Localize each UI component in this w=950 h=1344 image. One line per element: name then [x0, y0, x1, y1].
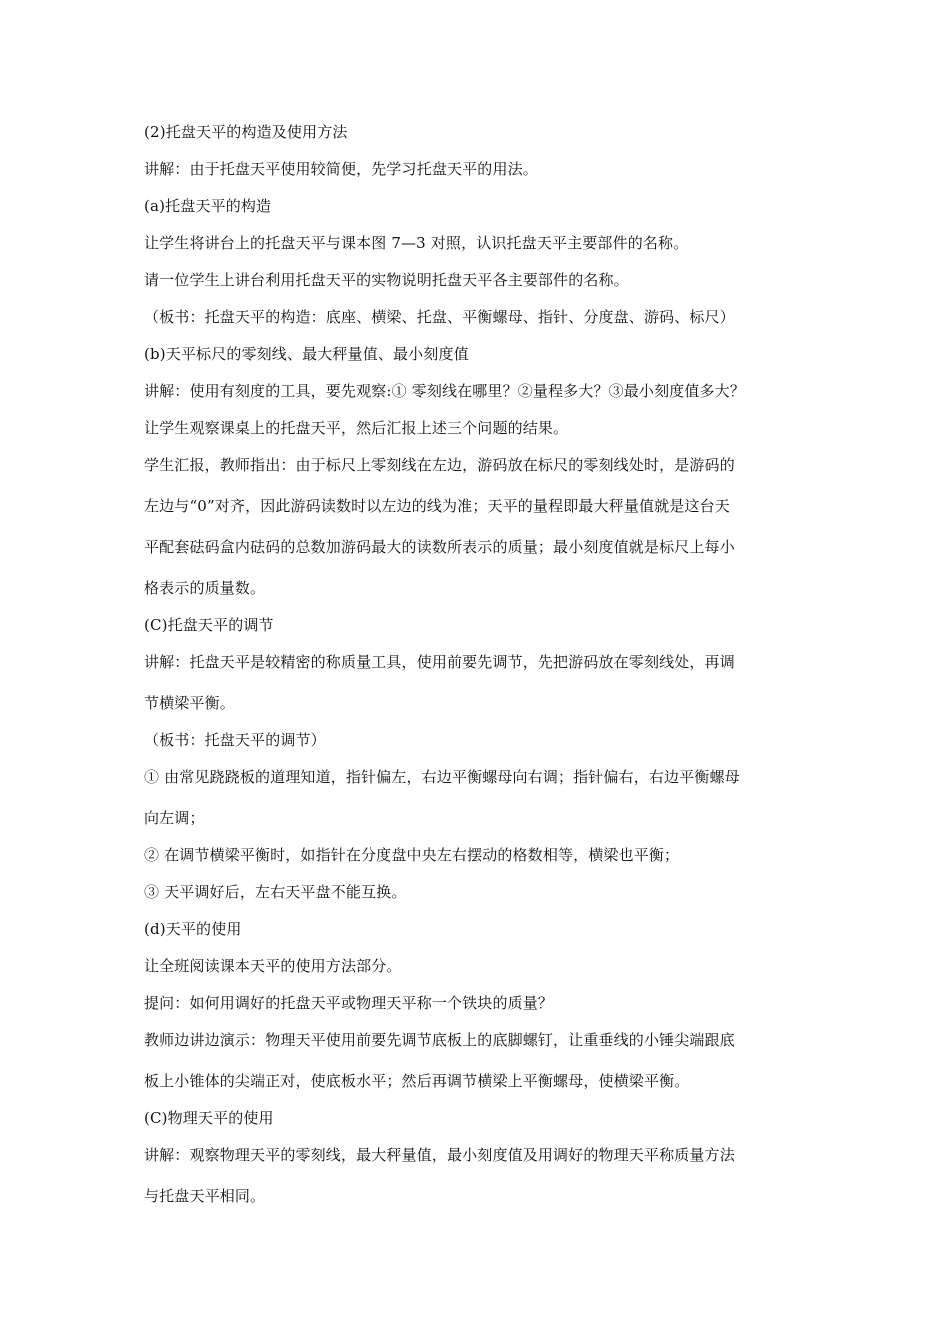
text-line: (a)托盘天平的构造 [144, 197, 272, 215]
heading-a-structure [144, 196, 814, 216]
text-line: 让学生将讲台上的托盘天平与课本图 7—3 对照，认识托盘天平主要部件的名称。 [144, 234, 689, 252]
text-line: 讲解：托盘天平是较精密的称质量工具，使用前要先调节，先把游码放在零刻线处，再调 [144, 653, 735, 671]
heading-b-scale [144, 344, 814, 364]
text-line: 学生汇报，教师指出：由于标尺上零刻线在左边，游码放在标尺的零刻线处时，是游码的 [144, 456, 735, 474]
text-line: 与托盘天平相同。 [144, 1187, 266, 1205]
paragraph-explanation-1 [144, 159, 814, 179]
heading-structure-and-usage [144, 122, 814, 142]
text-line: （板书：托盘天平的调节） [144, 731, 326, 749]
text-line: 节横梁平衡。 [144, 694, 235, 712]
text-line: (d)天平的使用 [144, 920, 242, 938]
text-line: 讲解：由于托盘天平使用较简便，先学习托盘天平的用法。 [144, 160, 538, 178]
text-line: 让全班阅读课本天平的使用方法部分。 [144, 957, 402, 975]
list-item-2 [144, 845, 814, 865]
text-line: ② 在调节横梁平衡时，如指针在分度盘中央左右摆动的格数相等，横梁也平衡； [144, 846, 680, 864]
paragraph-student-explain [144, 270, 814, 290]
board-note-structure [144, 307, 814, 327]
text-line: 向左调； [144, 809, 205, 827]
text-line: 让学生观察课桌上的托盘天平，然后汇报上述三个问题的结果。 [144, 419, 569, 437]
text-line: 请一位学生上讲台利用托盘天平的实物说明托盘天平各主要部件的名称。 [144, 271, 629, 289]
text-line: 板上小锥体的尖端正对，使底板水平；然后再调节横梁上平衡螺母，使横梁平衡。 [144, 1072, 690, 1090]
list-item-3 [144, 882, 814, 902]
text-line: (2)托盘天平的构造及使用方法 [144, 123, 348, 141]
text-line: 左边与“0”对齐，因此游码读数时以左边的线为准；天平的量程即最大秤量值就是这台天 [144, 497, 730, 515]
paragraph-explanation-3 [144, 652, 814, 713]
text-line: (C)物理天平的使用 [144, 1109, 274, 1127]
text-line: (b)天平标尺的零刻线、最大秤量值、最小刻度值 [144, 345, 469, 363]
text-line: 格表示的质量数。 [144, 579, 266, 597]
text-line: 讲解：使用有刻度的工具，要先观察:① 零刻线在哪里？②量程多大？③最小刻度值多大？ [144, 382, 745, 400]
paragraph-demonstration [144, 1030, 814, 1091]
text-line: 讲解：观察物理天平的零刻线，最大秤量值，最小刻度值及用调好的物理天平称质量方法 [144, 1146, 735, 1164]
text-line: (C)托盘天平的调节 [144, 616, 274, 634]
paragraph-question [144, 993, 814, 1013]
document-body [144, 122, 814, 1223]
text-line: 平配套砝码盒内砝码的总数加游码最大的读数所表示的质量；最小刻度值就是标尺上每小 [144, 538, 735, 556]
heading-d-usage [144, 919, 814, 939]
text-line: （板书：托盘天平的构造：底座、横梁、托盘、平衡螺母、指针、分度盘、游码、标尺） [144, 308, 735, 326]
text-line: 提问：如何用调好的托盘天平或物理天平称一个铁块的质量？ [144, 994, 554, 1012]
text-line: ① 由常见跷跷板的道理知道，指针偏左，右边平衡螺母向右调；指针偏右，右边平衡螺母 [144, 768, 740, 786]
paragraph-explanation-4 [144, 1145, 814, 1206]
paragraph-compare-figure [144, 233, 814, 253]
text-line: 教师边讲边演示：物理天平使用前要先调节底板上的底脚螺钉，让重垂线的小锤尖端跟底 [144, 1031, 735, 1049]
paragraph-explanation-2 [144, 381, 814, 401]
text-line: ③ 天平调好后，左右天平盘不能互换。 [144, 883, 407, 901]
paragraph-teacher-points [144, 455, 814, 598]
paragraph-read-textbook [144, 956, 814, 976]
heading-c-physical-balance [144, 1108, 814, 1128]
heading-c-adjustment [144, 615, 814, 635]
board-note-adjustment [144, 730, 814, 750]
paragraph-observe [144, 418, 814, 438]
list-item-1 [144, 767, 814, 828]
